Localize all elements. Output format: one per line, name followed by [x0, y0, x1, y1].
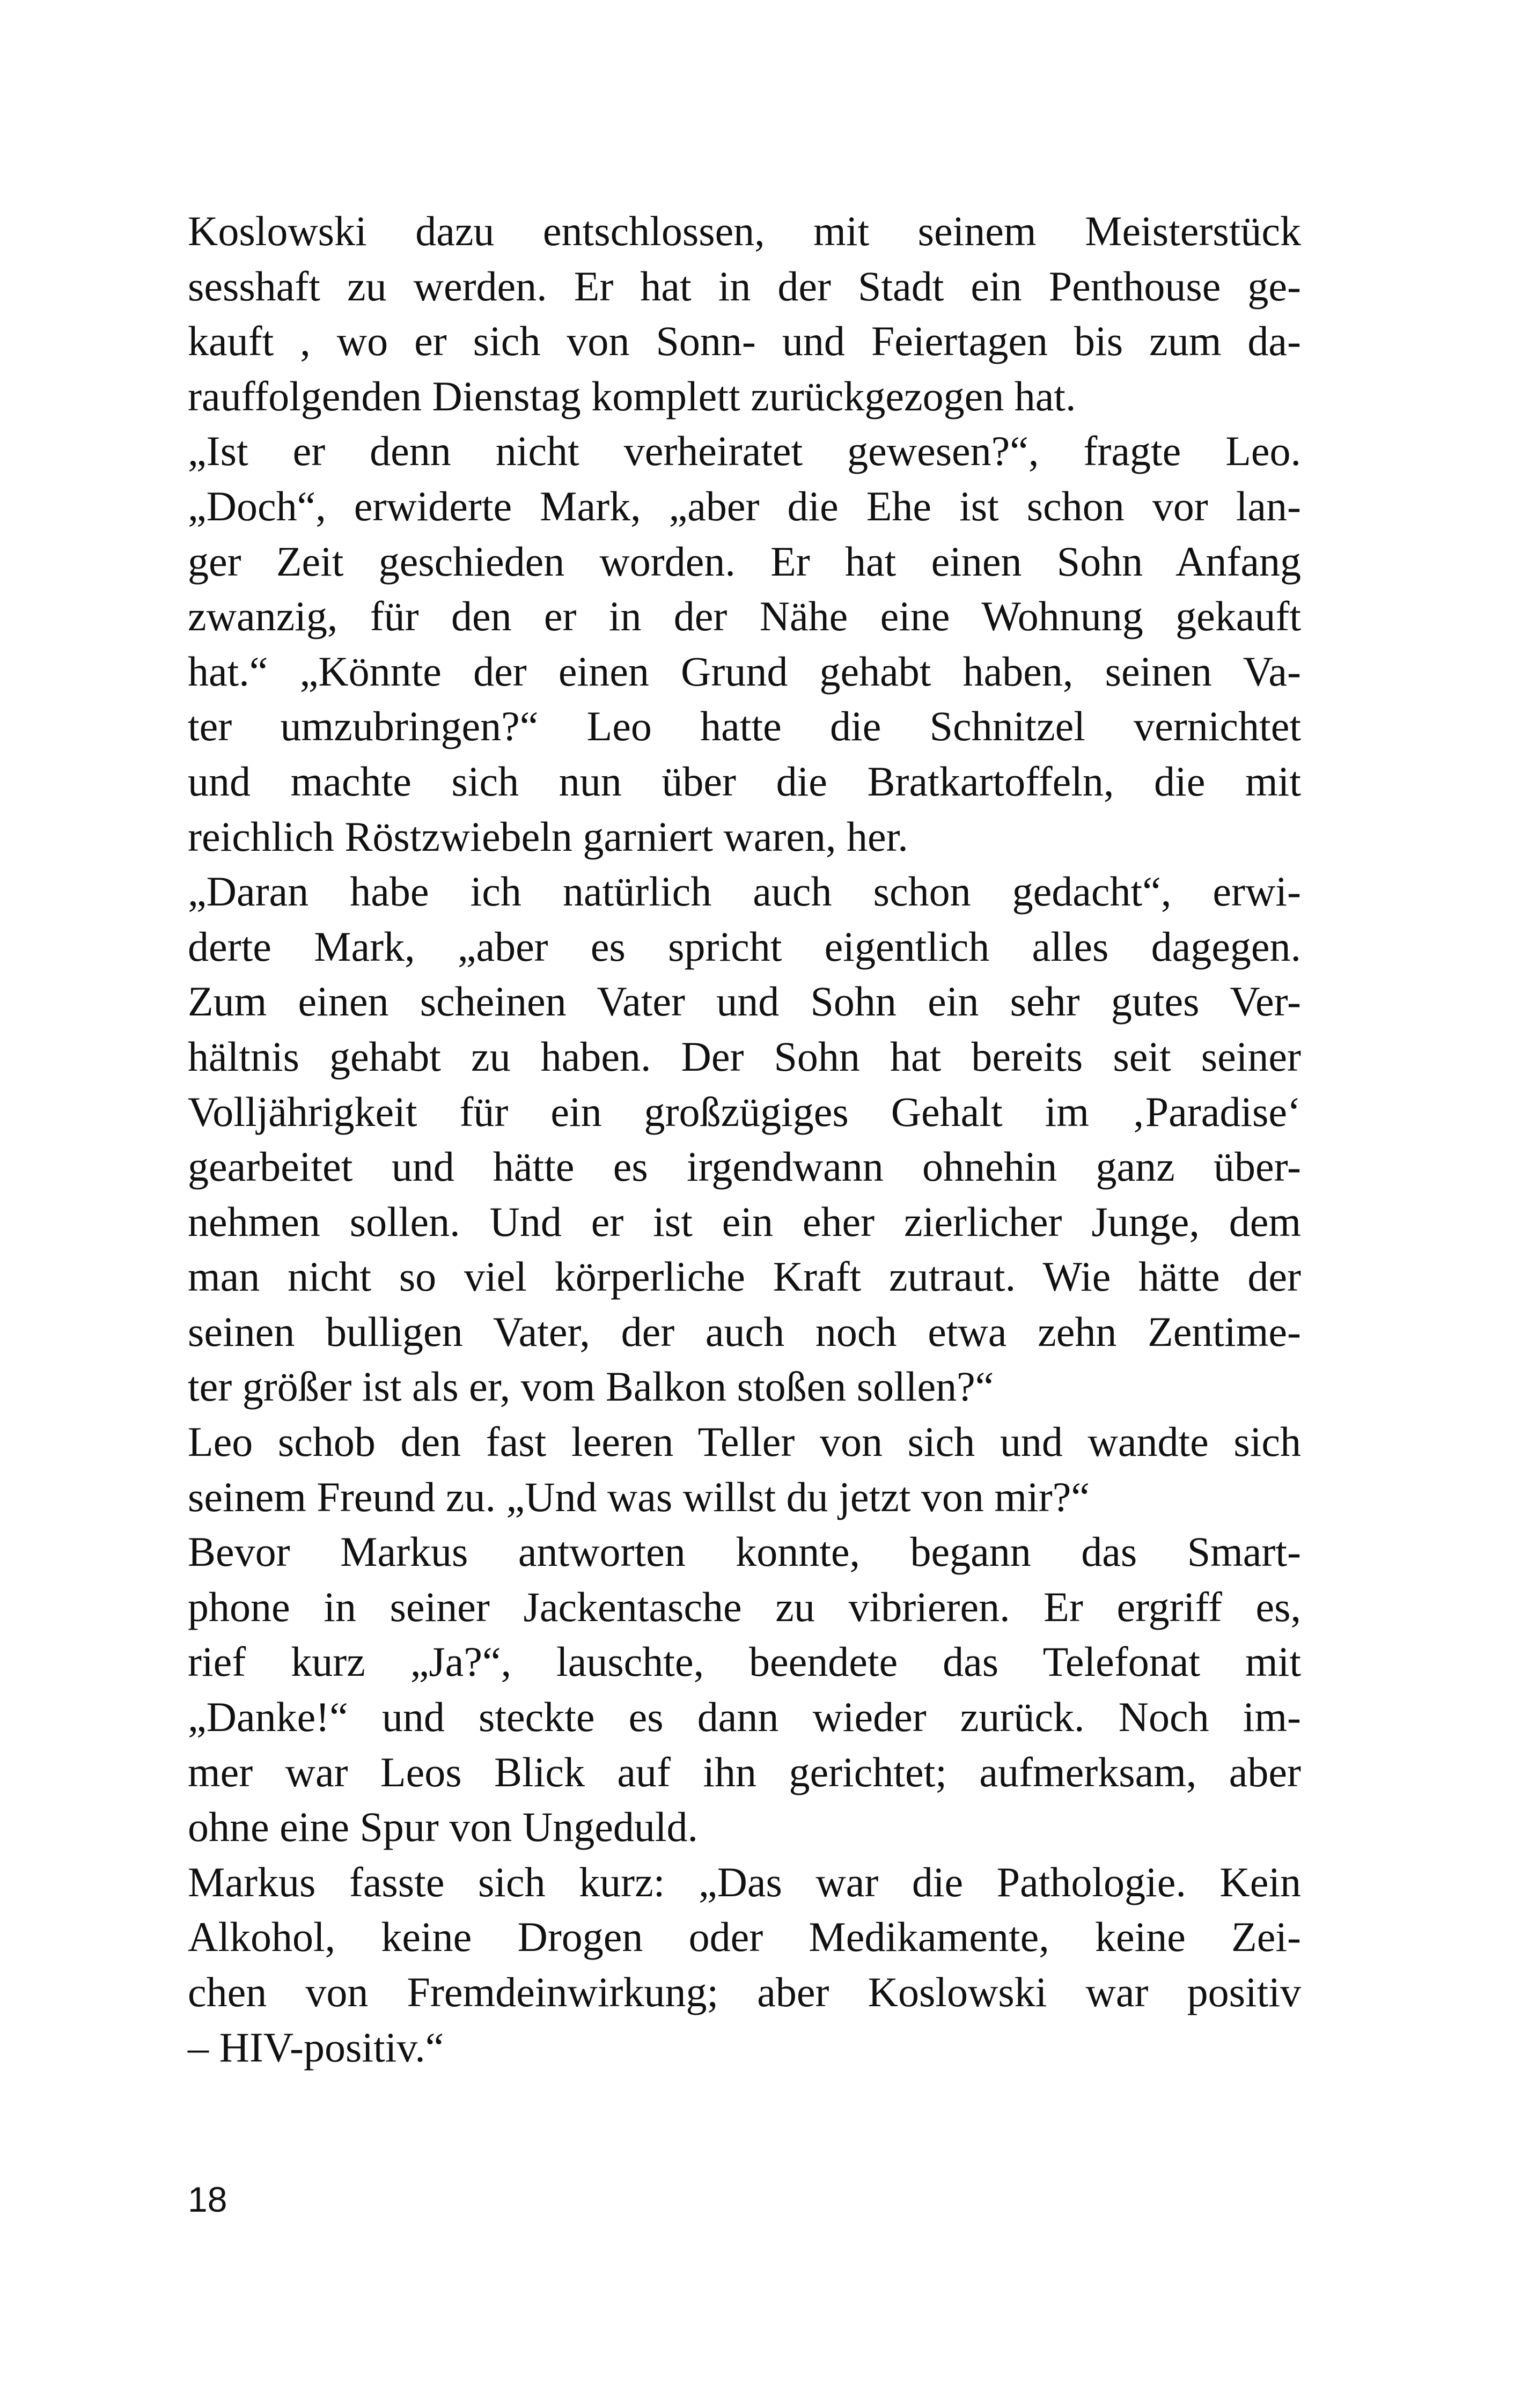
- text-line: „Ist er denn nicht verheiratet gewesen?“, fragte Leo.: [188, 428, 1301, 475]
- text-line: phone in seiner Jackentasche zu vibrieren. Er ergriff es,: [188, 1583, 1301, 1630]
- text-line: reichlich Röstzwiebeln garniert waren, her.: [188, 813, 908, 860]
- text-line: Zum einen scheinen Vater und Sohn ein sehr gutes Ver-: [188, 978, 1301, 1025]
- body-text: [188, 204, 1301, 2075]
- text-line: Leo schob den fast leeren Teller von sich und wandte sich: [188, 1418, 1301, 1466]
- text-line: Markus fasste sich kurz: „Das war die Pathologie. Kein: [188, 1858, 1301, 1905]
- text-line: nehmen sollen. Und er ist ein eher zierlicher Junge, dem: [188, 1198, 1301, 1245]
- text-line: „Doch“, erwiderte Mark, „aber die Ehe ist schon vor lan-: [188, 482, 1301, 529]
- text-line: rief kurz „Ja?“, lauschte, beendete das Telefonat mit: [188, 1638, 1301, 1685]
- text-line: „Danke!“ und steckte es dann wieder zurück. Noch im-: [188, 1693, 1301, 1741]
- text-line: sesshaft zu werden. Er hat in der Stadt ein Penthouse ge-: [188, 262, 1301, 310]
- text-line: ohne eine Spur von Ungeduld.: [188, 1803, 699, 1851]
- text-line: mer war Leos Blick auf ihn gerichtet; aufmerksam, aber: [188, 1748, 1301, 1795]
- text-line: Bevor Markus antworten konnte, begann das Smart-: [188, 1528, 1301, 1575]
- text-line: seinen bulligen Vater, der auch noch etwa zehn Zentime-: [188, 1308, 1301, 1355]
- text-line: ger Zeit geschieden worden. Er hat einen Sohn Anfang: [188, 537, 1301, 585]
- text-line: hat.“ „Könnte der einen Grund gehabt haben, seinen Va-: [188, 647, 1301, 695]
- text-line: rauffolgenden Dienstag komplett zurückgezogen hat.: [188, 372, 1076, 419]
- text-line: zwanzig, für den er in der Nähe eine Wohnung gekauft: [188, 593, 1301, 640]
- page-number: 18: [188, 2179, 227, 2219]
- text-line: kauft , wo er sich von Sonn- und Feiertagen bis zum da-: [188, 318, 1301, 365]
- text-line: ter größer ist als er, vom Balkon stoßen sollen?“: [188, 1363, 994, 1410]
- text-line: Volljährigkeit für ein großzügiges Gehalt im ‚Paradise‘: [188, 1088, 1301, 1135]
- text-line: ter umzubringen?“ Leo hatte die Schnitzel vernichtet: [188, 703, 1301, 750]
- text-line: man nicht so viel körperliche Kraft zutraut. Wie hätte der: [188, 1253, 1301, 1300]
- text-line: Alkohol, keine Drogen oder Medikamente, keine Zei-: [188, 1913, 1301, 1961]
- text-line: chen von Fremdeinwirkung; aber Koslowski war positiv: [188, 1969, 1301, 2015]
- text-line: und machte sich nun über die Bratkartoffeln, die mit: [188, 757, 1301, 805]
- text-line: derte Mark, „aber es spricht eigentlich alles dagegen.: [188, 923, 1301, 970]
- text-line: Koslowski dazu entschlossen, mit seinem Meisterstück: [188, 208, 1301, 254]
- text-line: hältnis gehabt zu haben. Der Sohn hat bereits seit seiner: [188, 1033, 1301, 1080]
- text-line: seinem Freund zu. „Und was willst du jetzt von mir?“: [188, 1473, 1090, 1520]
- text-line: „Daran habe ich natürlich auch schon gedacht“, erwi-: [188, 868, 1301, 915]
- text-line: gearbeitet und hätte es irgendwann ohnehin ganz über-: [188, 1143, 1301, 1190]
- text-line: – HIV-positiv.“: [188, 2023, 444, 2071]
